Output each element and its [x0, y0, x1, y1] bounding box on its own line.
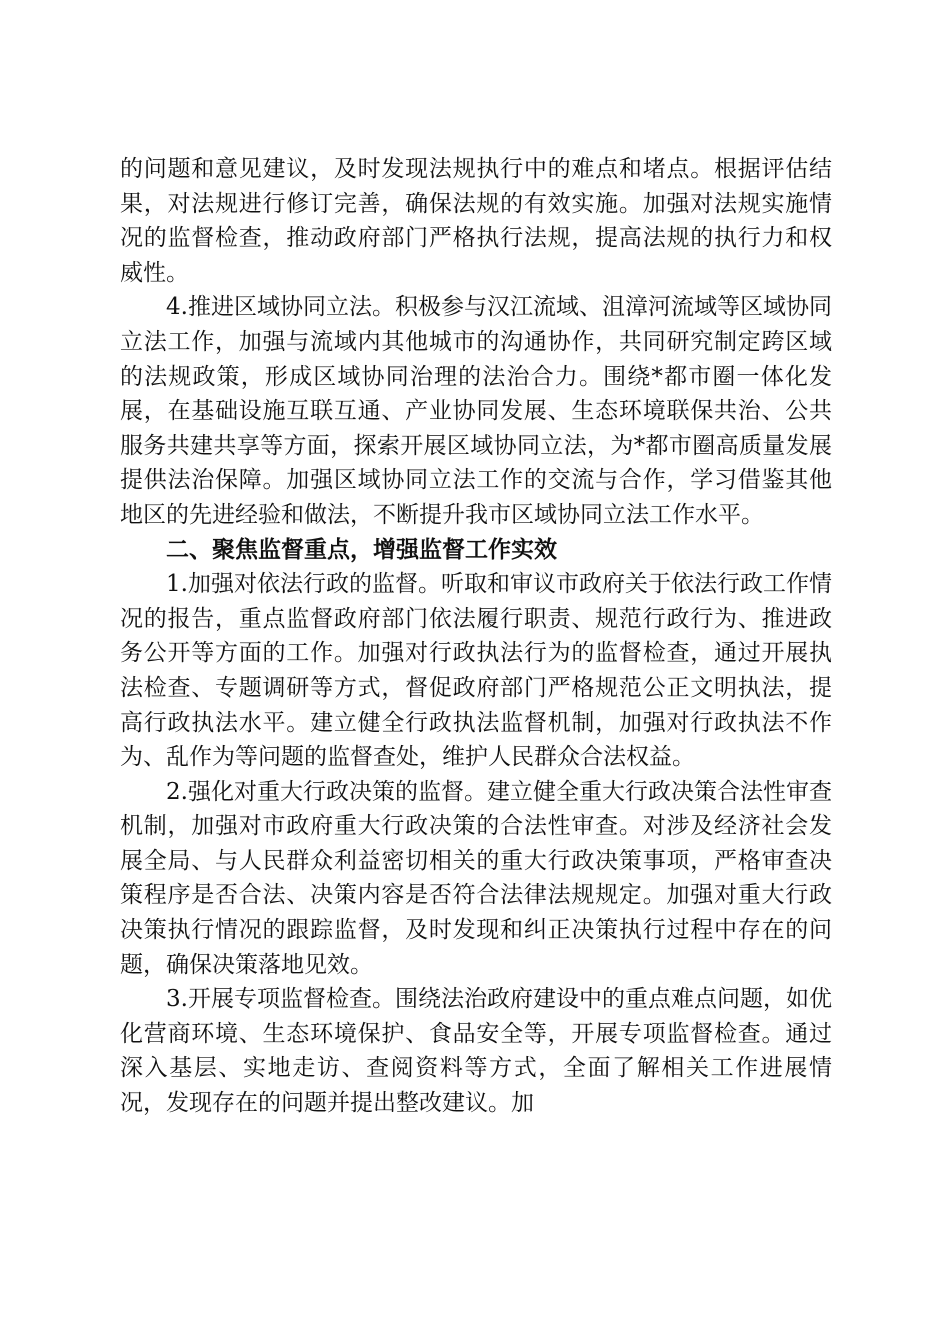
document-body — [120, 152, 832, 1121]
paragraph-special-inspection: 3.开展专项监督检查。围绕法治政府建设中的重点难点问题，如优化营商环境、生态环境保护、食品安全等，开展专项监督检查。通过深入基层、实地走访、查阅资料等方式，全面了解相关工作进展情况，发现存在的问题并提出整改建议。加 — [120, 986, 832, 1117]
paragraph-regional-legislation: 4.推进区域协同立法。积极参与汉江流域、沮漳河流域等区域协同立法工作，加强与流域内其他城市的沟通协作，共同研究制定跨区域的法规政策，形成区域协同治理的法治合力。围绕*都市圈一体化发展，在基础设施互联互通、产业协同发展、生态环境联保共治、公共服务共建共享等方面，探索开展区域协同立法，为*都市圈高质量发展提供法治保障。加强区域协同立法工作的交流与合作，学习借鉴其他地区的先进经验和做法，不断提升我市区域协同立法工作水平。 — [120, 294, 832, 528]
section-heading: 二、聚焦监督重点，增强监督工作实效 — [166, 536, 557, 563]
paragraph-continuation: 的问题和意见建议，及时发现法规执行中的难点和堵点。根据评估结果，对法规进行修订完善，确保法规的有效实施。加强对法规实施情况的监督检查，推动政府部门严格执行法规，提高法规的执行力和权威性。 — [120, 156, 832, 286]
paragraph-admin-law-supervision: 1.加强对依法行政的监督。听取和审议市政府关于依法行政工作情况的报告，重点监督政府部门依法履行职责、规范行政行为、推进政务公开等方面的工作。加强对行政执法行为的监督检查，通过开展执法检查、专题调研等方式，督促政府部门严格规范公正文明执法，提高行政执法水平。建立健全行政执法监督机制，加强对行政执法不作为、乱作为等问题的监督查处，维护人民群众合法权益。 — [120, 571, 832, 771]
paragraph-major-decisions: 2.强化对重大行政决策的监督。建立健全重大行政决策合法性审查机制，加强对市政府重大行政决策的合法性审查。对涉及经济社会发展全局、与人民群众利益密切相关的重大行政决策事项，严格审查决策程序是否合法、决策内容是否符合法律法规规定。加强对重大行政决策执行情况的跟踪监督，及时发现和纠正决策执行过程中存在的问题，确保决策落地见效。 — [120, 778, 832, 978]
